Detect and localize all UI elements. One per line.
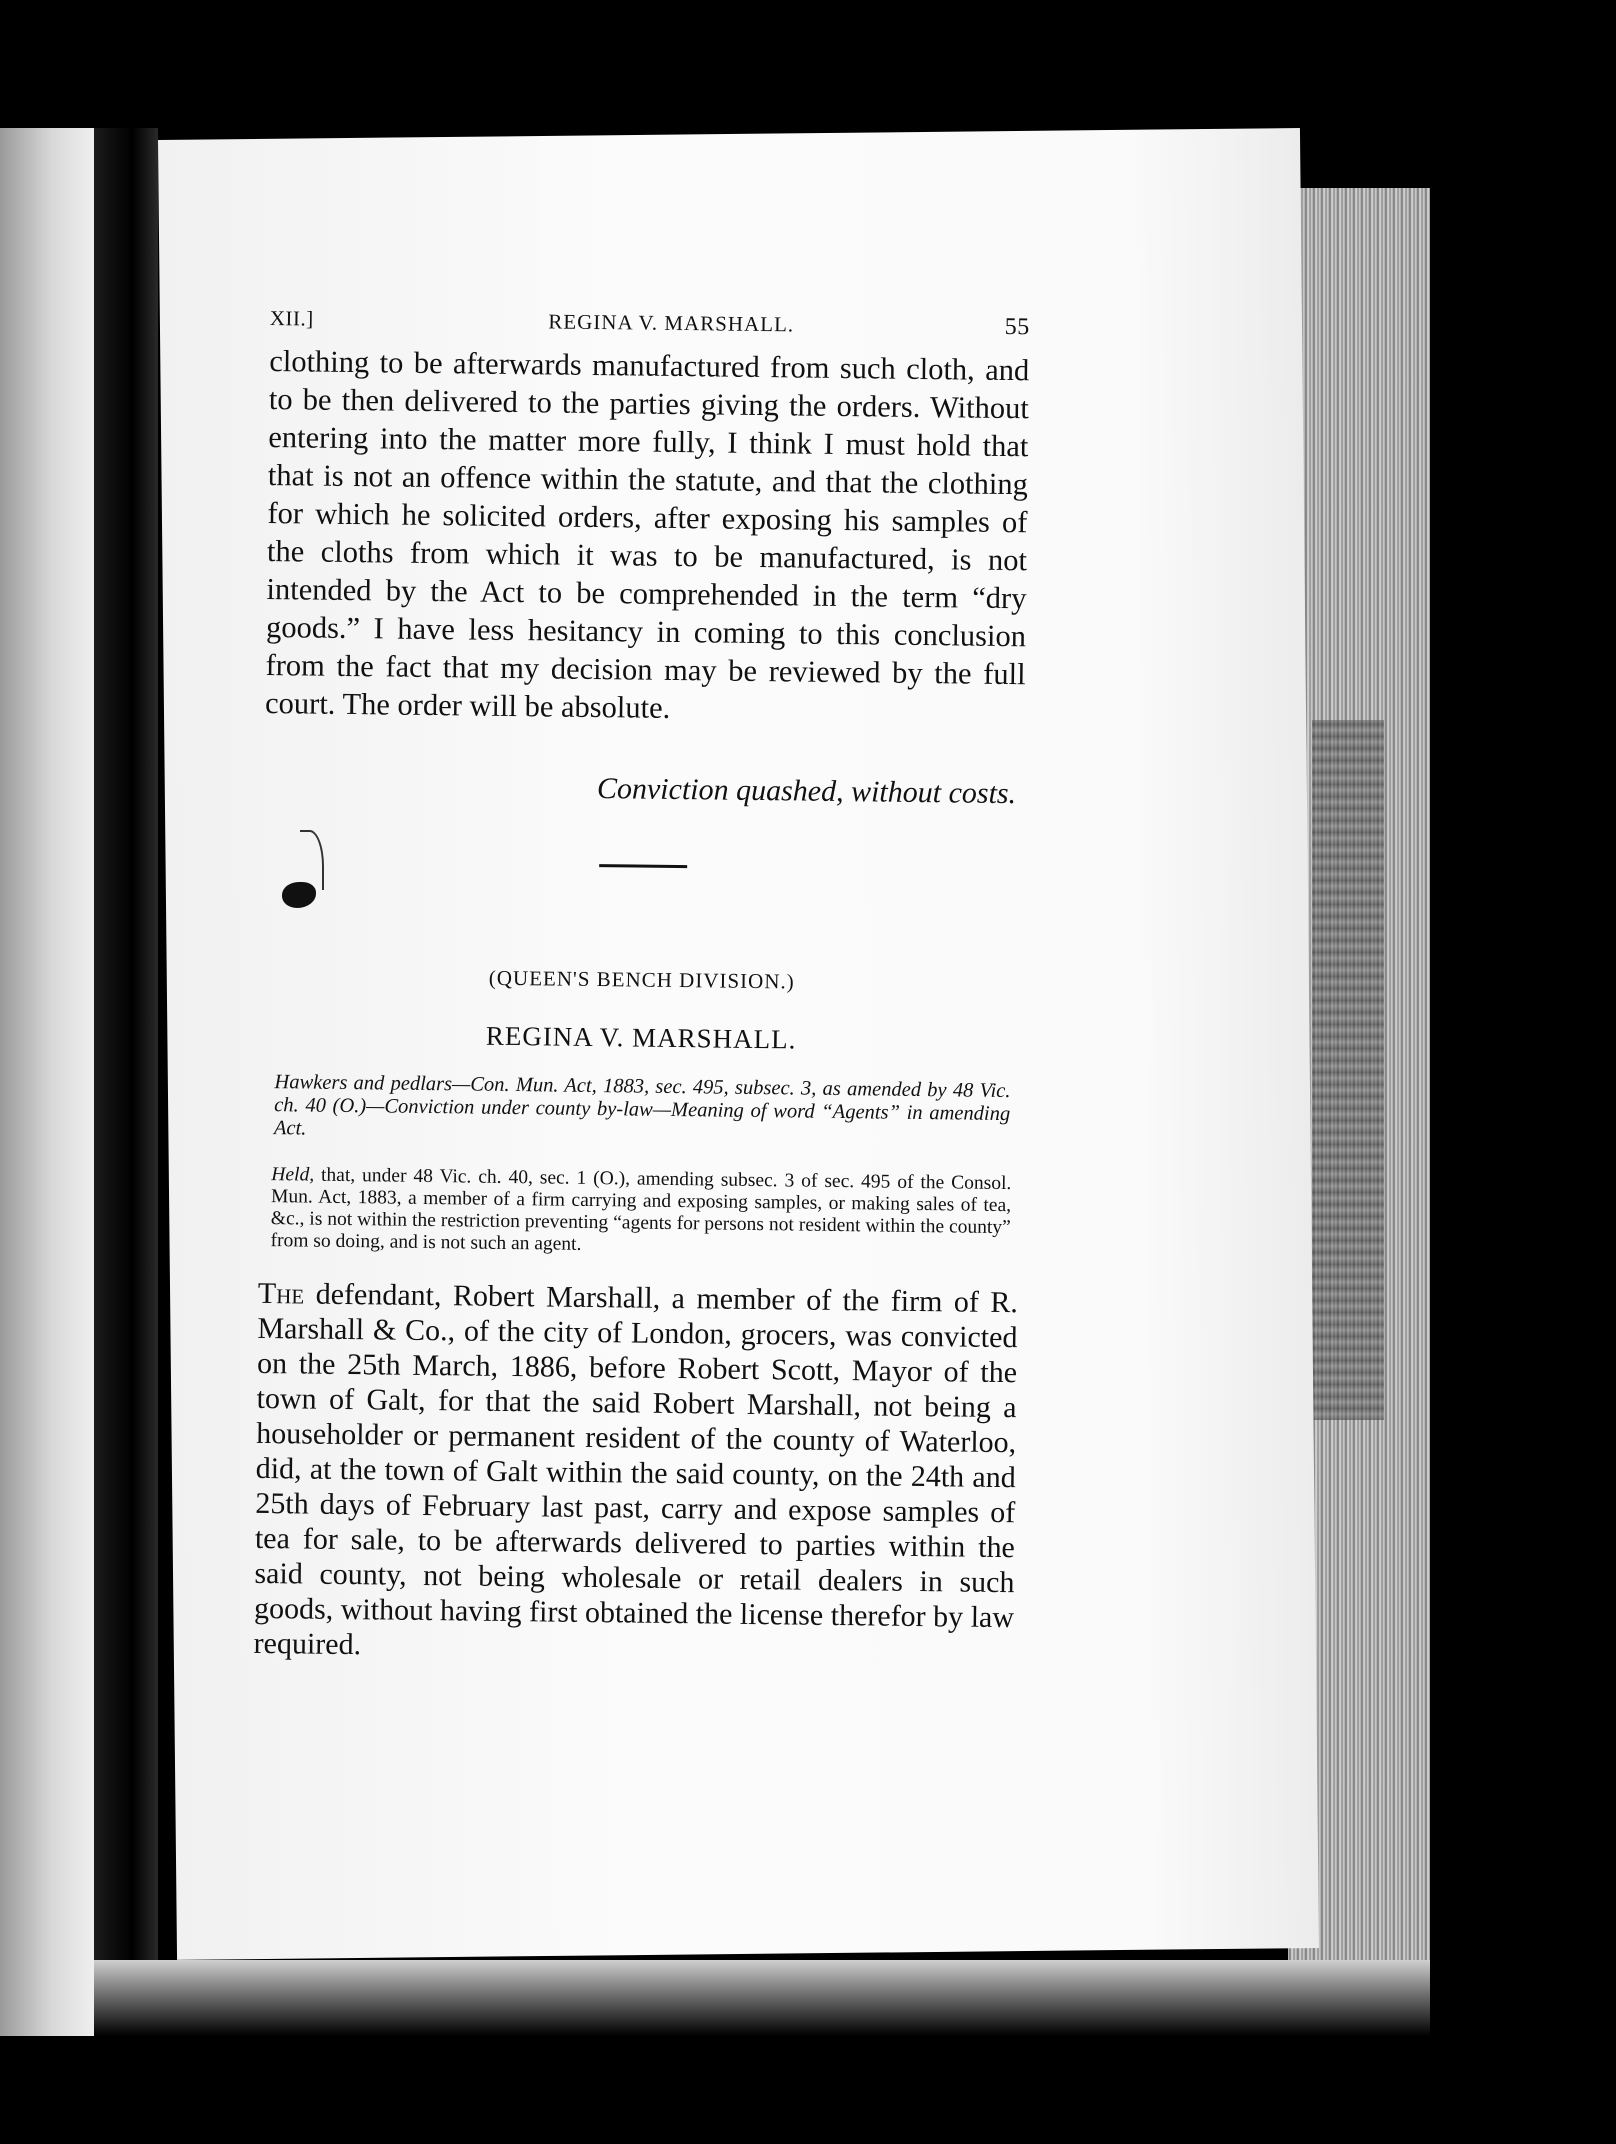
book-gutter: [94, 128, 158, 2036]
running-title: REGINA V. MARSHALL.: [548, 309, 795, 337]
library-stamp-edge: [1312, 720, 1384, 1420]
page-content: [253, 305, 1030, 1670]
headnote: Hawkers and pedlars—Con. Mun. Act, 1883, sec. 495, subsec. 3, as amended by 48 Vic. ch. 40 (O.)—Conviction under county by-law—Meaning of word “Agents” in amending Act.: [273, 1071, 1011, 1140]
facts-text: defendant, Robert Marshall, a member of the firm of R. Marshall & Co., of the city of London, grocers, was convicted on the 25th March, 1886, before Robert Scott, Mayor of the town of Galt, for that the said Robert Marshall, not being a householder or permanent resident of the county of Waterloo, did, at the town of Galt within the said county, on the 24th and 25th days of February last past, carry and expose samples of tea for sale, to be afterwards delivered to parties within the said county, not being wholesale or retail dealers in such goods, without having first obtained the license therefor by law required.: [253, 1277, 1019, 1662]
holding-text: that, under 48 Vic. ch. 40, sec. 1 (O.), amending subsec. 3 of sec. 495 of the Consol. Mun. Act, 1883, a member of a firm carrying and exposing samples, or making sales of tea, &c., is not within the restriction preventing “agents for persons not resident within the county” from so doing, and is not such an agent.: [270, 1164, 1012, 1255]
holding: [270, 1164, 1011, 1261]
bottom-shadow: [94, 1960, 1430, 2036]
page-number: 55: [1004, 313, 1030, 341]
holding-lead: Held,: [271, 1164, 315, 1186]
facts-paragraph: [253, 1276, 1018, 1670]
section-rule: [599, 864, 687, 868]
court-name: (QUEEN'S BENCH DIVISION.): [488, 965, 795, 994]
facts-lead: The: [257, 1276, 305, 1311]
case-result: Conviction quashed, without costs.: [596, 772, 1017, 811]
section-number: XII.]: [269, 305, 314, 331]
facing-page-edge: [0, 128, 94, 2036]
opinion-conclusion: clothing to be afterwards manufactured from such cloth, and to be then delivered to the parties giving the orders. Without entering into the matter more fully, I think I must hold that that is not an offence within the statute, and that the clothing for which he solicited orders, after exposing his samples of the cloths from which it was to be manufactured, is not intended by the Act to be comprehended in the term “dry goods.” I have less hesitancy in coming to this conclusion from the fact that my decision may be reviewed by the full court. The order will be absolute.: [264, 343, 1030, 725]
case-title: REGINA V. MARSHALL.: [485, 1020, 797, 1055]
